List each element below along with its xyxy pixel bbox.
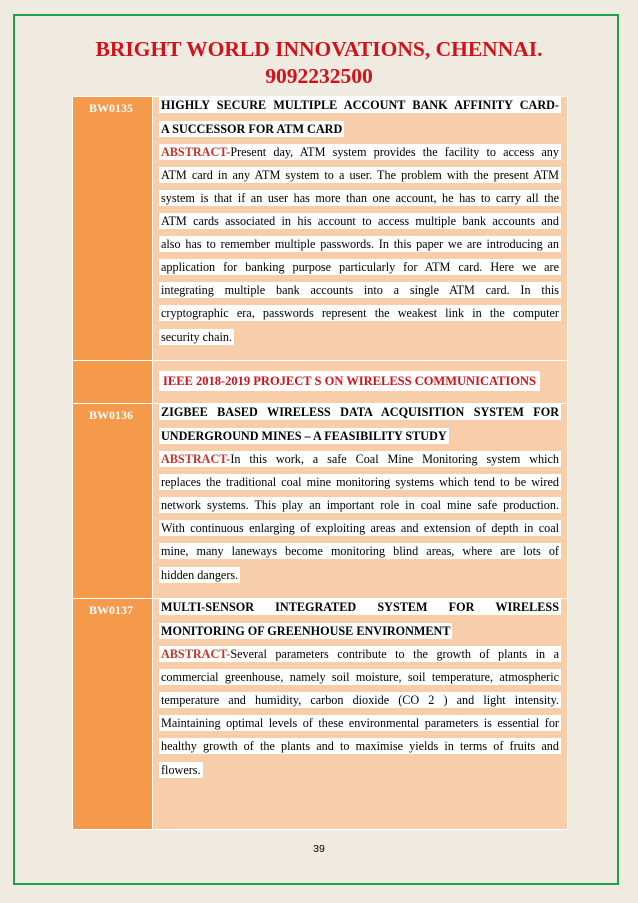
abstract-line: replaces the traditional coal mine monitoring systems which tend to be wired — [161, 475, 559, 489]
abstract-line: flowers. — [161, 763, 201, 777]
company-name: BRIGHT WORLD INNOVATIONS, CHENNAI. — [95, 37, 543, 61]
abstract-line: application for banking purpose particularly for ATM card. Here we are — [161, 260, 559, 274]
company-phone: 9092232500 — [265, 64, 373, 88]
page-header — [0, 36, 638, 90]
project-description — [153, 404, 568, 599]
abstract-line: healthy growth of the plants and to maximise yields in terms of fruits and — [161, 739, 559, 753]
abstract-line: temperature and humidity, carbon dioxide (CO 2 ) and light intensity. — [161, 693, 559, 707]
section-cell — [153, 361, 568, 404]
abstract-first-line — [159, 144, 561, 160]
abstract-line: integrating multiple bank accounts into a single ATM card. In this — [161, 283, 559, 297]
section-code-cell — [73, 361, 153, 404]
project-title-line: MULTI-SENSOR INTEGRATED SYSTEM FOR WIRELESS — [161, 600, 559, 614]
table-row — [73, 404, 568, 599]
abstract-label: ABSTRACT- — [161, 647, 231, 661]
abstract-line: cryptographic era, passwords represent the weakest link in the computer — [161, 306, 559, 320]
abstract-line: security chain. — [161, 330, 233, 344]
abstract-line: With continuous enlarging of exploiting areas and extension of depth in coal — [161, 521, 559, 535]
abstract-label: ABSTRACT- — [161, 452, 231, 466]
abstract-line: network systems. This play an important role in coal mine safe production. — [161, 498, 559, 512]
project-code: BW0136 — [73, 404, 153, 599]
abstract-text: In this work, a safe Coal Mine Monitoring system which — [230, 452, 559, 466]
table-row — [73, 599, 568, 830]
section-row — [73, 361, 568, 404]
project-title-line: MONITORING OF GREENHOUSE ENVIRONMENT — [161, 624, 451, 638]
abstract-first-line — [159, 646, 561, 662]
abstract-line: ATM cards associated in his account to access multiple bank accounts and — [161, 214, 559, 228]
project-title-line: ZIGBEE BASED WIRELESS DATA ACQUISITION SYSTEM FOR — [161, 405, 559, 419]
section-banner: IEEE 2018-2019 PROJECT S ON WIRELESS COMMUNICATIONS — [159, 371, 540, 391]
abstract-line: ATM card in any ATM system to a user. The problem with the present ATM — [161, 168, 559, 182]
abstract-line: mine, many laneways become monitoring blind areas, where are lots of — [161, 544, 559, 558]
project-description — [153, 97, 568, 361]
abstract-line: Maintaining optimal levels of these environmental parameters is essential for — [161, 716, 559, 730]
abstract-text: Several parameters contribute to the growth of plants in a — [230, 647, 559, 661]
project-code: BW0137 — [73, 599, 153, 830]
project-title-line: A SUCCESSOR FOR ATM CARD — [161, 122, 343, 136]
project-title-line: UNDERGROUND MINES – A FEASIBILITY STUDY — [161, 429, 447, 443]
abstract-first-line — [159, 451, 561, 467]
project-title-line: HIGHLY SECURE MULTIPLE ACCOUNT BANK AFFINITY CARD- — [161, 98, 559, 112]
abstract-line: hidden dangers. — [161, 568, 239, 582]
table-row — [73, 97, 568, 361]
projects-table — [72, 96, 568, 830]
page-number: 39 — [313, 843, 325, 855]
project-description — [153, 599, 568, 830]
abstract-line: system is that if an user has more than one account, he has to carry all the — [161, 191, 559, 205]
abstract-label: ABSTRACT- — [161, 145, 231, 159]
project-code: BW0135 — [73, 97, 153, 361]
abstract-line: commercial greenhouse, namely soil moisture, soil temperature, atmospheric — [161, 670, 559, 684]
abstract-line: also has to remember multiple passwords. In this paper we are introducing an — [161, 237, 559, 251]
abstract-text: Present day, ATM system provides the facility to access any — [230, 145, 559, 159]
